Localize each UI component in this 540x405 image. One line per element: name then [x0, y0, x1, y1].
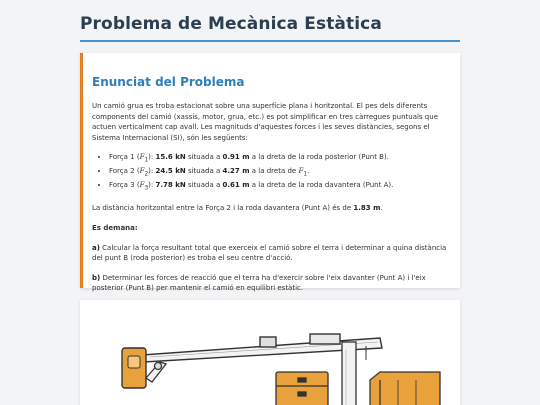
equipment-box — [276, 372, 328, 405]
boom-support — [146, 362, 166, 382]
problem-statement-card — [80, 53, 460, 293]
statement-heading: Enunciat del Problema — [92, 75, 245, 89]
part-b: b) Determinar les forces de reacció que el terra ha d'exercir sobre l'eix davanter (Punt A) i l'eix posterior (Punt B) per mantenir el camió en equilibri estàtic. — [92, 273, 426, 293]
part-a: a) Calcular la força resultant total que exerceix el camió sobre el terra i determinar a quina distància del punt B (roda posterior) es troba el seu centre d'acció. — [92, 243, 447, 263]
rear-crane-cab — [122, 348, 146, 388]
page-header — [80, 14, 460, 42]
force-2-value: 24.5 kN — [155, 167, 186, 176]
forces-list — [92, 152, 450, 194]
front-cab — [370, 372, 440, 405]
crane-truck-illustration — [80, 300, 460, 405]
force-item-1: • Força 1 $(F_1)$: 15.6 kN situada a 0.91 m a la dreta de la roda posterior (Punt B). — [109, 152, 450, 166]
statement-intro: Un camió grua es troba estacionat sobre una superfície plana i horitzontal. El pes dels diferents components del camió (xassís, motor, grua, etc.) es pot simplificar en tres càrregues puntuals que actuen verticalment cap avall. Les magnituds d'aquestes forces i les seves distàncies, segons el Sistema Internacional (SI), són les següents: — [92, 102, 438, 142]
distance-statement: La distància horitzontal entre la Força 2 i la roda davantera (Punt A) és de 1.83 m. — [92, 204, 383, 213]
force-3-value: 7.78 kN — [155, 181, 186, 190]
asked-label: Es demana: — [92, 223, 138, 232]
truck-diagram-card — [80, 300, 460, 405]
force-1-value: 15.6 kN — [155, 153, 186, 162]
page-title: Problema de Mecànica Estàtica — [80, 14, 382, 34]
force-2-distance: 4.27 m — [222, 167, 250, 176]
force-1-distance: 0.91 m — [222, 153, 250, 162]
force-item-3: • Força 3 $(F_3)$: 7.78 kN situada a 0.61 m a la dreta de la roda davantera (Punt A). — [109, 180, 450, 194]
force-3-distance: 0.61 m — [222, 181, 250, 190]
vertical-post — [342, 342, 356, 405]
force-item-2: • Força 2 $(F_2)$: 24.5 kN situada a 4.27 m a la dreta de $F_1$. — [109, 166, 450, 180]
